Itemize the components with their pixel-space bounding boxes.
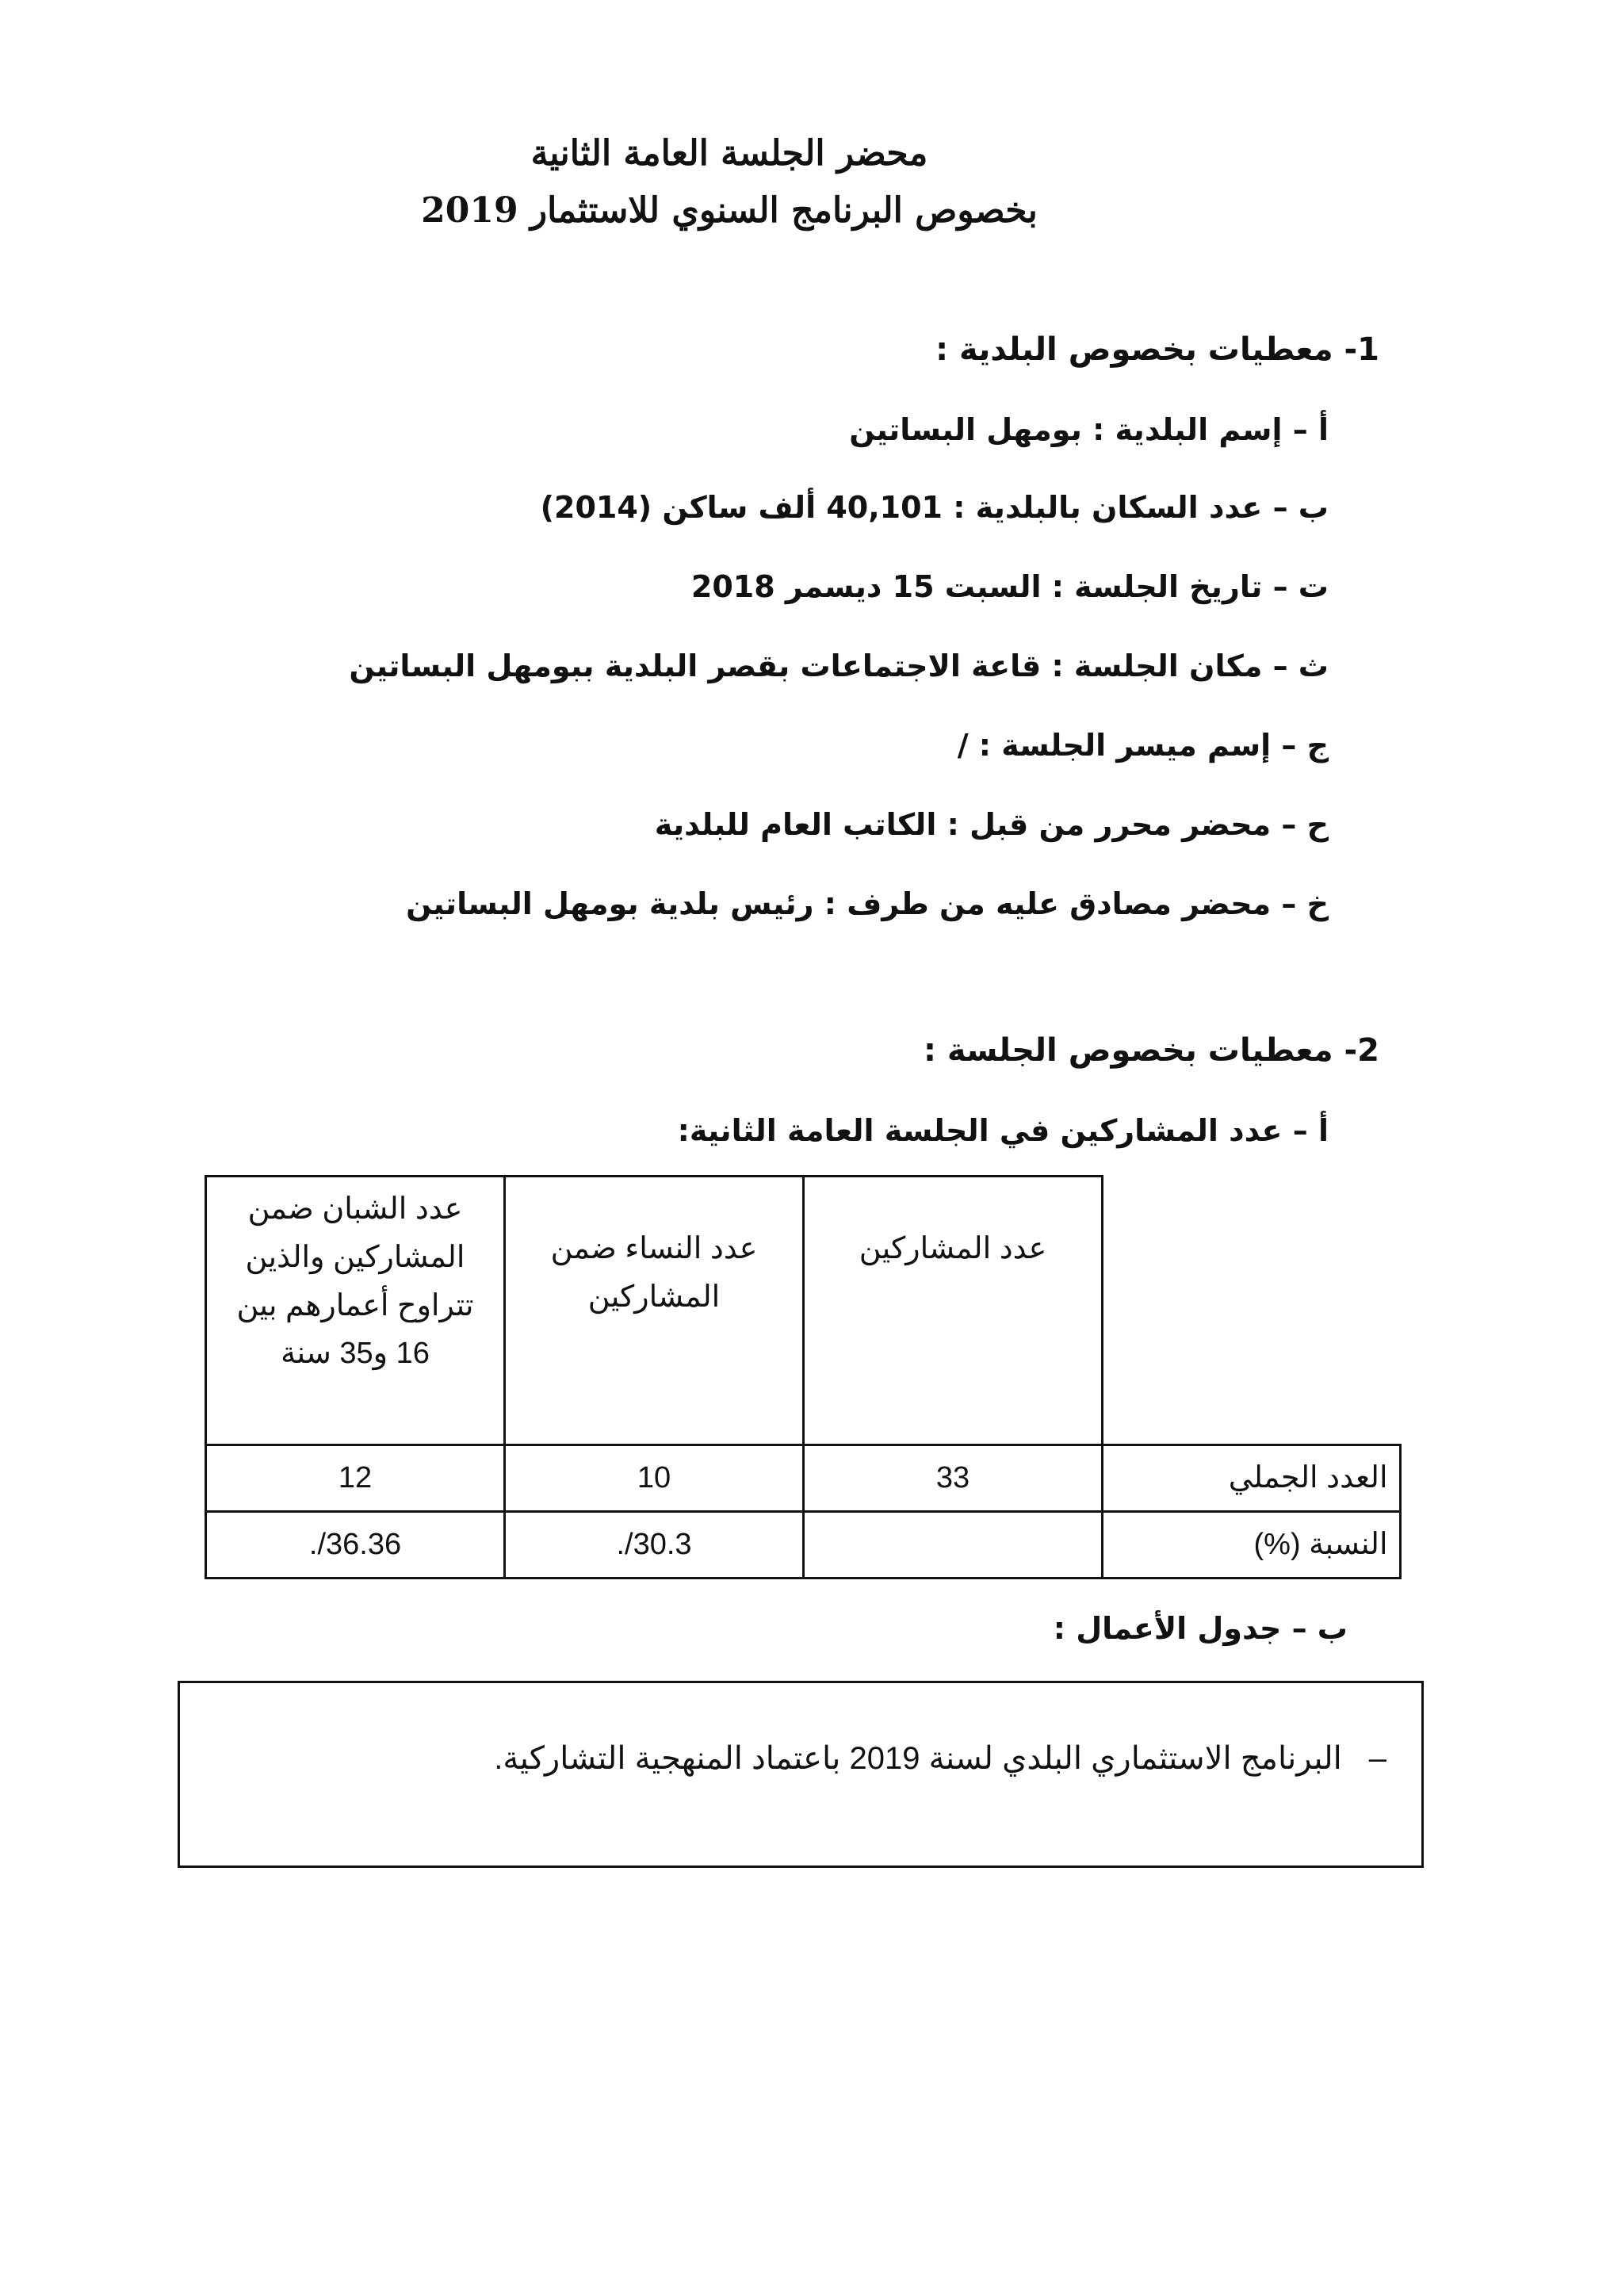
header-empty (1103, 1177, 1401, 1445)
total-label: العدد الجملي (1103, 1445, 1401, 1512)
table-row-total (206, 1445, 1401, 1512)
total-youth: 12 (206, 1445, 505, 1512)
pct-label: النسبة (%) (1103, 1511, 1401, 1578)
session-facilitator: ج – إسم ميسر الجلسة : / (957, 728, 1329, 763)
minutes-author: ح – محضر محرر من قبل : الكاتب العام للبلدية (654, 807, 1329, 842)
header-youth: عدد الشبان ضمن المشاركين والذين تتراوح أعمارهم بين 16 و35 سنة (206, 1177, 505, 1445)
agenda-label: ب – جدول الأعمال : (1053, 1611, 1348, 1646)
participants-table (205, 1175, 1402, 1579)
session-date: ت – تاريخ الجلسة : السبت 15 ديسمر 2018 (690, 569, 1329, 604)
section2-heading: 2- معطيات بخصوص الجلسة : (924, 1032, 1379, 1069)
pct-participants (804, 1511, 1103, 1578)
total-women: 10 (505, 1445, 804, 1512)
agenda-item-text: البرنامج الاستثماري البلدي لسنة 2019 باعتماد المنهجية التشاركية. (494, 1741, 1342, 1776)
header-women: عدد النساء ضمن المشاركين (505, 1177, 804, 1445)
table-row-percentage (206, 1511, 1401, 1578)
participants-label: أ – عدد المشاركين في الجلسة العامة الثانية: (677, 1113, 1329, 1148)
header-participants: عدد المشاركين (804, 1177, 1103, 1445)
municipality-name: أ – إسم البلدية : بومهل البساتين (849, 412, 1329, 447)
total-participants: 33 (804, 1445, 1103, 1512)
agenda-item (494, 1740, 1386, 1777)
agenda-dash: – (1368, 1741, 1386, 1776)
session-location: ث – مكان الجلسة : قاعة الاجتماعات بقصر البلدية ببومهل البساتين (349, 649, 1329, 683)
table-header-row (206, 1177, 1401, 1445)
agenda-box (178, 1681, 1424, 1868)
minutes-approver: خ – محضر مصادق عليه من طرف : رئيس بلدية بومهل البساتين (406, 886, 1329, 921)
document-title: محضر الجلسة العامة الثانية (530, 133, 928, 174)
document-subtitle: بخصوص البرنامج السنوي للاستثمار 2019 (421, 190, 1038, 231)
population: ب – عدد السكان بالبلدية : 40,101 ألف ساكن (2014) (540, 490, 1329, 525)
pct-youth: ./36.36 (206, 1511, 505, 1578)
pct-women: ./30.3 (505, 1511, 804, 1578)
section1-heading: 1- معطيات بخصوص البلدية : (935, 331, 1379, 368)
